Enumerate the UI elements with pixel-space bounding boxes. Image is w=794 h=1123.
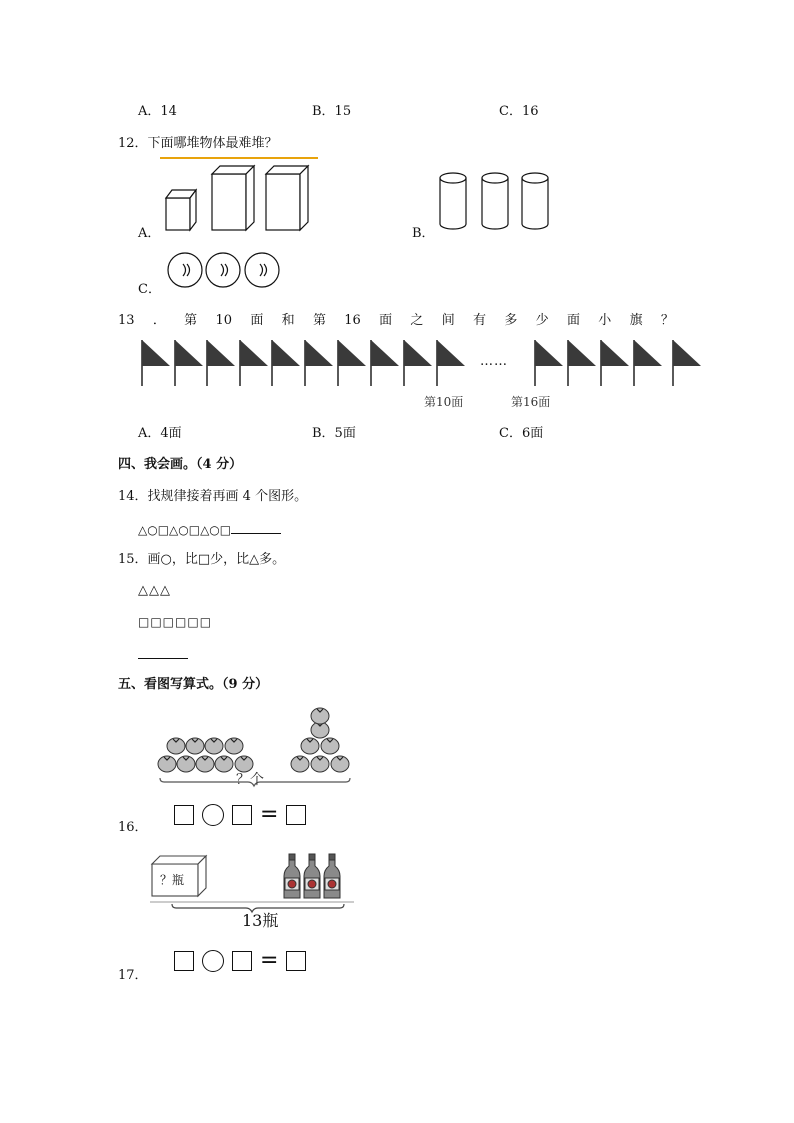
- flag-icon: [404, 340, 432, 386]
- q15-answer-blank[interactable]: [138, 658, 188, 659]
- q13-char: ．: [152, 313, 166, 328]
- operator-circle[interactable]: [202, 950, 224, 972]
- q12-option-a: A．: [138, 226, 161, 241]
- tomato-icon: [291, 756, 309, 772]
- flag-label-10: 第10面: [424, 395, 464, 409]
- q17-box-label: ？瓶: [160, 873, 185, 887]
- flag-icon: [673, 340, 701, 386]
- operator-circle[interactable]: [202, 804, 224, 826]
- q13-question: [118, 313, 674, 329]
- tomato-icon: [331, 756, 349, 772]
- q15-triangles: △△△: [138, 583, 171, 598]
- q14-shape-sequence: △○□△○□△○□: [138, 523, 232, 537]
- q13-option-c: C．6面: [499, 426, 544, 441]
- flag-icon: [601, 340, 629, 386]
- tomato-icon: [177, 756, 195, 772]
- tomato-icon: [321, 738, 339, 754]
- q15-question: 15．画○，比□少，比△多。: [118, 552, 286, 567]
- bottle-icon: [284, 854, 300, 898]
- q13-char: 第: [312, 313, 326, 328]
- q13-char: 间: [441, 313, 455, 328]
- q13-option-b: B．5面: [312, 426, 356, 441]
- q11-option-c: C．16: [499, 104, 539, 119]
- bottle-icon: [324, 854, 340, 898]
- q14-pattern: [138, 521, 281, 538]
- q13-char: 10: [215, 313, 233, 328]
- tomato-icon: [186, 738, 204, 754]
- q13-char: 面: [566, 313, 580, 328]
- flag-icon: [175, 340, 203, 386]
- q13-char: 小: [598, 313, 612, 328]
- flag-icon: [272, 340, 300, 386]
- equals-sign: =: [260, 802, 279, 827]
- q17-number: 17．: [118, 968, 148, 983]
- flag-icon: [338, 340, 366, 386]
- flag-label-16: 第16面: [511, 395, 551, 409]
- flags-ellipsis: ……: [480, 354, 508, 369]
- tomato-icon: [205, 738, 223, 754]
- bottle-icon: [304, 854, 320, 898]
- answer-box[interactable]: [174, 951, 194, 971]
- q13-char: 13: [118, 313, 135, 328]
- flag-icon: [634, 340, 662, 386]
- q13-char: 16: [344, 313, 361, 328]
- q13-char: 面: [379, 313, 393, 328]
- flag-icon: [207, 340, 235, 386]
- cylinders-figure: [438, 170, 553, 232]
- answer-box[interactable]: [232, 805, 252, 825]
- tomato-icon: [301, 738, 319, 754]
- q12-option-c: C．: [138, 282, 161, 297]
- q13-char: 面: [250, 313, 264, 328]
- tomato-icon: [167, 738, 185, 754]
- tomato-icon: [196, 756, 214, 772]
- answer-box[interactable]: [286, 805, 306, 825]
- q12-option-b: B．: [412, 226, 435, 241]
- flags-figure: [140, 338, 710, 390]
- tomato-icon: [225, 738, 243, 754]
- answer-box[interactable]: [286, 951, 306, 971]
- tomato-icon: [158, 756, 176, 772]
- q13-char: 第: [184, 313, 198, 328]
- q13-char: 少: [535, 313, 549, 328]
- flag-icon: [305, 340, 333, 386]
- q14-answer-blank[interactable]: [231, 521, 281, 534]
- flag-icon: [142, 340, 170, 386]
- answer-box[interactable]: [232, 951, 252, 971]
- q13-char: 多: [504, 313, 518, 328]
- section4-title: 四、我会画。（4 分）: [118, 457, 243, 472]
- flag-icon: [371, 340, 399, 386]
- section5-title: 五、看图写算式。（9 分）: [118, 677, 269, 692]
- q15-squares: □□□□□□: [138, 615, 213, 629]
- flag-icon: [240, 340, 268, 386]
- q13-option-a: A．4面: [138, 426, 182, 441]
- q16-number: 16．: [118, 820, 148, 835]
- answer-box[interactable]: [174, 805, 194, 825]
- flag-icon: [437, 340, 465, 386]
- q13-char: 旗: [629, 313, 643, 328]
- q12-underline: [160, 157, 318, 159]
- tomato-icon: [215, 756, 233, 772]
- q11-option-a: A．14: [138, 104, 177, 119]
- q13-char: 和: [281, 313, 295, 328]
- flag-icon: [535, 340, 563, 386]
- q13-char: ？: [660, 313, 674, 328]
- q17-total-label: 13瓶: [242, 911, 279, 930]
- tomato-icon: [311, 756, 329, 772]
- tomato-icon: [235, 756, 253, 772]
- q12-question: 12．下面哪堆物体最难堆？: [118, 136, 278, 151]
- balls-figure: [166, 252, 282, 290]
- equals-sign: =: [260, 948, 279, 973]
- q11-option-b: B．15: [312, 104, 352, 119]
- q13-char: 有: [473, 313, 487, 328]
- q13-char: 之: [410, 313, 424, 328]
- flag-icon: [568, 340, 596, 386]
- boxes-stack-figure: [160, 162, 320, 232]
- q14-question: 14．找规律接着再画 4 个图形。: [118, 489, 308, 504]
- q16-question-label: ？个: [236, 772, 264, 788]
- q17-equation: [174, 950, 306, 972]
- q16-equation: [174, 804, 306, 826]
- tomato-icon: [311, 708, 329, 724]
